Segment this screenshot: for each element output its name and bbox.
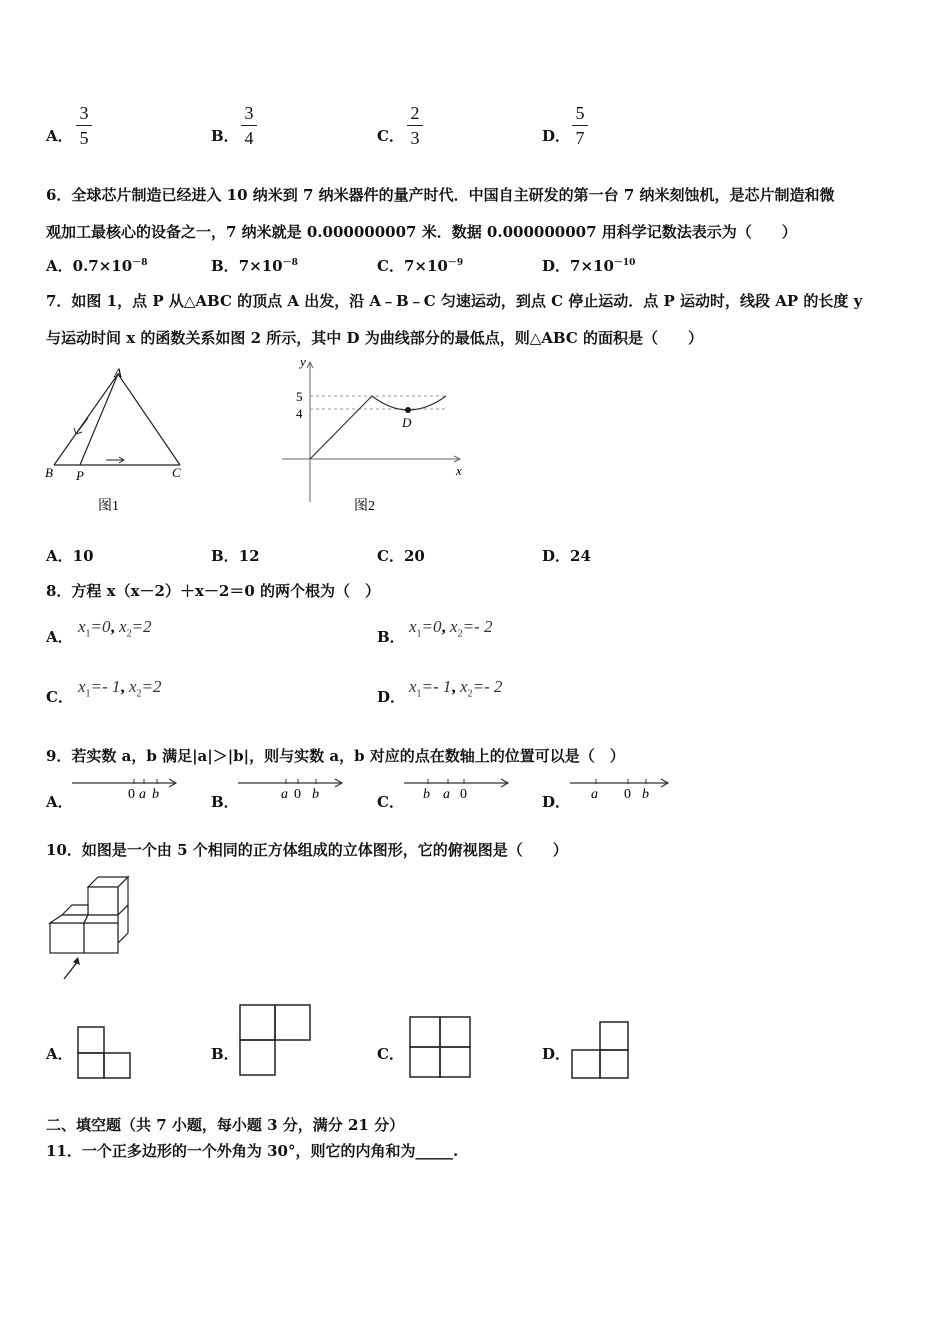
q8-option-b-letter: B． — [377, 628, 405, 646]
q6-stem-line2: 观加工最核心的设备之一，7 纳米就是 0.000000007 米．数据 0.000000007 用科学记数法表示为（ ） — [46, 223, 797, 241]
q8-option-a-roots: $x_1=0$, $x_2=2$ — [78, 617, 152, 640]
q9-b-label-0: 0 — [294, 787, 301, 802]
q8-stem: 8．方程 x（x－2）＋x－2＝0 的两个根为（ ） — [46, 582, 381, 600]
q7-option-a: A．10 — [46, 547, 94, 565]
q9-stem: 9．若实数 a，b 满足|a|＞|b|，则与实数 a，b 对应的点在数轴上的位置可以是（ ） — [46, 747, 625, 765]
q5-option-d-fraction: 5 7 — [572, 103, 588, 148]
q9-a-label-b: b — [152, 787, 159, 802]
fig1-label-p: P — [76, 468, 84, 483]
q10-option-d-view — [570, 1020, 632, 1082]
fig2-caption: 图2 — [354, 499, 375, 514]
q7-option-b: B．12 — [211, 547, 260, 565]
q8-option-c-letter: C． — [46, 688, 73, 706]
section-2-heading: 二、填空题（共 7 小题，每小题 3 分，满分 21 分） — [46, 1116, 405, 1134]
q9-b-label-b: b — [312, 787, 319, 802]
q7-stem-line1: 7．如图 1，点 P 从△ABC 的顶点 A 出发，沿 A﹣B﹣C 匀速运动，到点 C 停止运动．点 P 运动时，线段 AP 的长度 y — [46, 292, 863, 310]
q5-option-b-fraction: 3 4 — [241, 103, 257, 148]
q8-option-d-roots: $x_1=-$ 1, $x_2=-$ 2 — [409, 677, 503, 700]
q9-d-label-a: a — [591, 787, 598, 802]
q9-option-b-numberline — [238, 773, 348, 803]
q7-option-d: D．24 — [542, 547, 591, 565]
q6-option-a: A．$0.7\times 10^{-8}$ — [46, 257, 148, 275]
q7-figure1 — [40, 362, 200, 522]
q9-a-label-0: 0 — [128, 787, 135, 802]
q9-c-label-0: 0 — [460, 787, 467, 802]
fig1-caption: 图1 — [98, 499, 119, 514]
q5-option-d-letter: D． — [542, 127, 571, 145]
q5-option-a-fraction: 3 5 — [76, 103, 92, 148]
q9-a-label-a: a — [139, 787, 146, 802]
q6-option-b: B．$7\times 10^{-8}$ — [211, 257, 298, 275]
q9-option-a-numberline — [72, 773, 182, 803]
q8-option-a-letter: A． — [46, 628, 73, 646]
q9-option-a-letter: A． — [46, 793, 73, 811]
q9-d-label-0: 0 — [624, 787, 631, 802]
q6-stem-line1: 6．全球芯片制造已经进入 10 纳米到 7 纳米器件的量产时代．中国自主研发的第一台 7 纳米刻蚀机，是芯片制造和微 — [46, 186, 835, 204]
q9-option-c-numberline — [404, 773, 514, 803]
q10-stem: 10．如图是一个由 5 个相同的正方体组成的立体图形，它的俯视图是（ ） — [46, 841, 568, 859]
q6-option-d: D．$7\times 10^{-10}$ — [542, 257, 636, 275]
fig2-tick-4: 4 — [296, 406, 303, 421]
q9-c-label-a: a — [443, 787, 450, 802]
q5-option-c-letter: C． — [377, 127, 404, 145]
q9-option-c-letter: C． — [377, 793, 404, 811]
q7-figure2 — [280, 352, 480, 522]
q8-option-b-roots: $x_1=0$, $x_2=-$ 2 — [409, 617, 493, 640]
q8-option-d-letter: D． — [377, 688, 406, 706]
fig1-label-c: C — [172, 465, 181, 480]
q5-option-b-letter: B． — [211, 127, 239, 145]
q5-option-a-letter: A． — [46, 127, 73, 145]
q10-option-a-view — [76, 1025, 132, 1081]
q7-stem-line2: 与运动时间 x 的函数关系如图 2 所示，其中 D 为曲线部分的最低点，则△ABC 的面积是（ ） — [46, 329, 704, 347]
q9-d-label-b: b — [642, 787, 649, 802]
q9-option-b-letter: B． — [211, 793, 239, 811]
q10-option-d-letter: D． — [542, 1045, 571, 1063]
fig1-label-b: B — [45, 465, 53, 480]
q11-stem: 11．一个正多边形的一个外角为 30°，则它的内角和为_____. — [46, 1142, 459, 1160]
q9-option-d-letter: D． — [542, 793, 571, 811]
q10-option-c-view — [407, 1014, 473, 1080]
q7-option-c: C．20 — [377, 547, 425, 565]
q6-option-c: C．$7\times 10^{-9}$ — [377, 257, 464, 275]
q10-option-b-letter: B． — [211, 1045, 239, 1063]
q10-option-b-view — [237, 1002, 313, 1078]
q10-solid-figure — [44, 873, 134, 983]
q10-option-c-letter: C． — [377, 1045, 404, 1063]
q10-option-a-letter: A． — [46, 1045, 73, 1063]
fig2-point-d: D — [402, 415, 412, 430]
q8-option-c-roots: $x_1=-$ 1, $x_2=2$ — [78, 677, 162, 700]
q9-b-label-a: a — [281, 787, 288, 802]
fig2-axis-x: x — [456, 463, 462, 478]
q5-option-c-fraction: 2 3 — [407, 103, 423, 148]
fig1-label-a: A — [114, 365, 122, 380]
fig2-tick-5: 5 — [296, 389, 303, 404]
q9-option-d-numberline — [570, 773, 680, 803]
q9-c-label-b: b — [423, 787, 430, 802]
fig2-axis-y: y — [300, 354, 306, 369]
